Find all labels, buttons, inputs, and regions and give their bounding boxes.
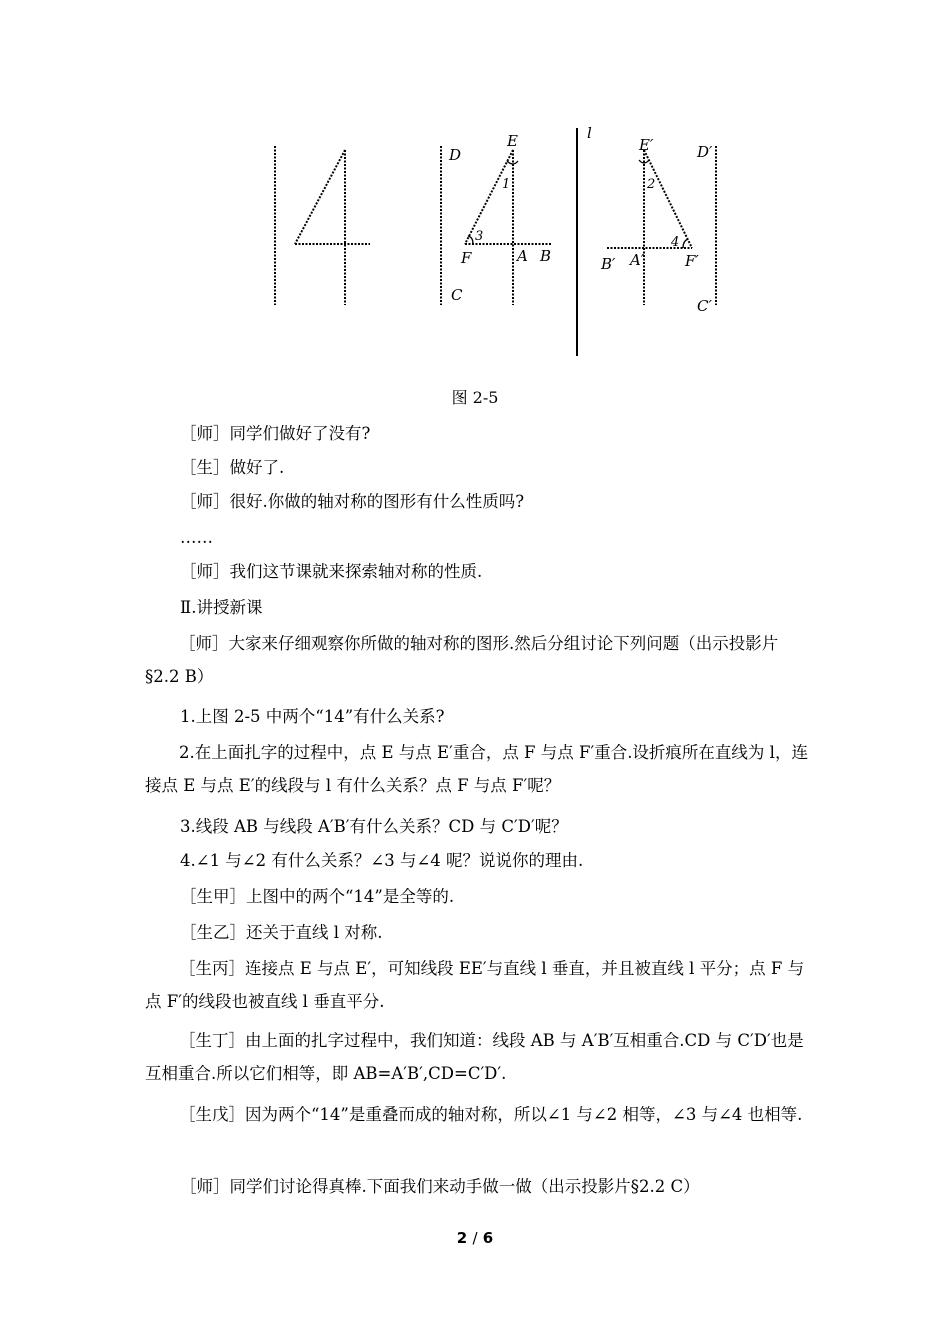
label-F-prime: F′ <box>685 252 699 270</box>
label-E-prime: E′ <box>639 136 654 154</box>
label-F: F <box>461 249 472 267</box>
label-angle-2: 2 <box>647 177 656 192</box>
page-current: 2 <box>456 1229 468 1247</box>
paragraph-4: …… <box>180 528 213 547</box>
section-heading: Ⅱ.讲授新课 <box>180 598 263 617</box>
paragraph-student-c: ［生丙］连接点 E 与点 E′，可知线段 EE′与直线 l 垂直，并且被直线 l 平分；点 F 与点 F′的线段也被直线 l 垂直平分. <box>145 959 805 1011</box>
label-angle-1: 1 <box>502 177 511 192</box>
question-2: 2.在上面扎字的过程中，点 E 与点 E′重合，点 F 与点 F′重合.设折痕所在直线为 l，连接点 E 与点 E′的线段与 l 有什么关系？点 F 与点 F′呢？ <box>145 743 808 795</box>
segment-EF <box>465 150 513 244</box>
label-l: l <box>587 124 592 142</box>
question-3: 3.线段 AB 与线段 A′B′有什么关系？CD 与 C′D′呢？ <box>180 817 568 836</box>
label-A: A <box>517 247 528 265</box>
paragraph-1: ［师］同学们做好了没有? <box>180 424 371 443</box>
label-E: E <box>507 132 518 150</box>
page-separator: / <box>472 1229 478 1247</box>
angle-3-arc <box>468 236 473 244</box>
figure-caption: 图 2-5 <box>451 388 499 407</box>
label-B-prime: B′ <box>601 255 616 273</box>
first-14-diagonal <box>295 150 345 244</box>
paragraph-3: ［师］很好.你做的轴对称的图形有什么性质吗? <box>180 492 525 511</box>
label-D-prime: D′ <box>697 143 713 161</box>
figure-2-5 <box>255 120 735 360</box>
paragraph-7: ［师］大家来仔细观察你所做的轴对称的图形.然后分组讨论下列问题（出示投影片§2.2 B） <box>145 634 779 686</box>
paragraph-student-d: ［生丁］由上面的扎字过程中，我们知道：线段 AB 与 A′B′互相重合.CD 与 C′D′也是互相重合.所以它们相等，即 AB=A′B′,CD=C′D′. <box>145 1031 804 1083</box>
paragraph-5: ［师］我们这节课就来探索轴对称的性质. <box>180 562 483 581</box>
paragraph-student-a: ［生甲］上图中的两个“14”是全等的. <box>180 887 455 906</box>
label-angle-3: 3 <box>475 229 484 244</box>
label-C-prime: C′ <box>697 297 712 315</box>
label-A-prime: A′ <box>630 251 645 269</box>
page-number <box>0 1229 950 1247</box>
paragraph-2: ［生］做好了. <box>180 458 285 477</box>
label-angle-4: 4 <box>671 235 680 250</box>
question-1: 1.上图 2-5 中两个“14”有什么关系? <box>180 707 445 726</box>
label-D: D <box>449 146 462 164</box>
paragraph-student-b: ［生乙］还关于直线 l 对称. <box>180 923 383 942</box>
paragraph-teacher-end: ［师］同学们讨论得真棒.下面我们来动手做一做（出示投影片§2.2 C） <box>180 1177 700 1196</box>
angle-4-arc <box>683 239 688 248</box>
label-B: B <box>540 247 552 265</box>
page-total: 6 <box>482 1229 494 1247</box>
label-C: C <box>451 286 463 304</box>
segment-E-prime-F-prime <box>644 150 692 248</box>
question-4: 4.∠1 与∠2 有什么关系？∠3 与∠4 呢？说说你的理由. <box>180 851 584 870</box>
paragraph-student-e: ［生戊］因为两个“14”是重叠而成的轴对称，所以∠1 与∠2 相等，∠3 与∠4 也相等. <box>179 1105 803 1124</box>
